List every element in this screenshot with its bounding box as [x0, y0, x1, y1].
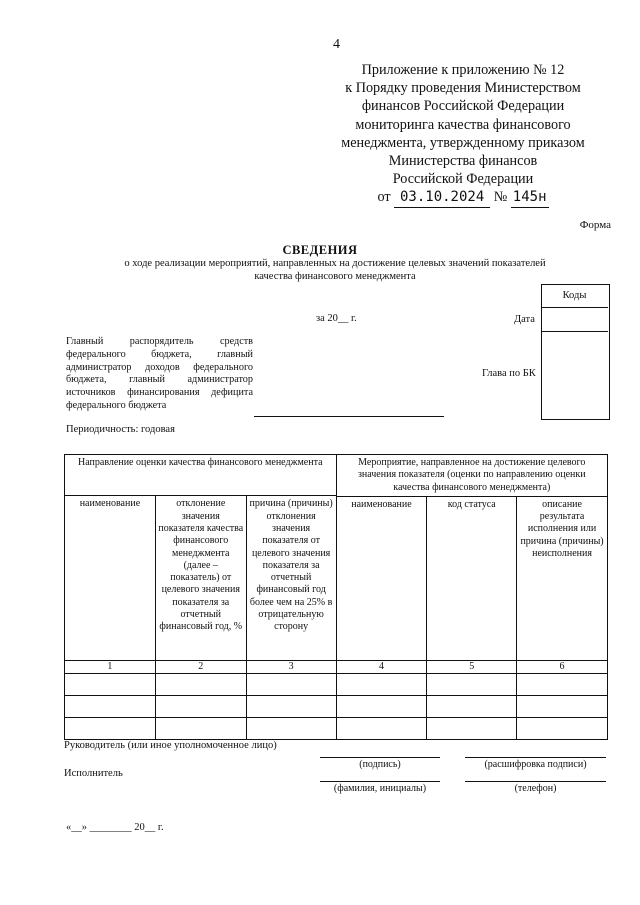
table-row [65, 718, 608, 740]
column-header: причина (причины) отклонения значения показателя от целевого значения показателя за отчетный финансовый год более чем на 25% в отрицательную сторону [246, 496, 336, 661]
table-row [65, 674, 608, 696]
table-cell[interactable] [65, 674, 156, 696]
table-cell[interactable] [65, 718, 156, 740]
distributor-line: бюджета, главный администратор [66, 374, 253, 386]
table-cell[interactable] [246, 696, 336, 718]
distributor-line: федерального бюджета, главный [66, 348, 253, 360]
distributor-line: администратор доходов федерального [66, 361, 253, 373]
table-cell[interactable] [336, 674, 427, 696]
sign-date: «__» ________ 20__ г. [66, 822, 164, 833]
executor-label: Исполнитель [64, 768, 123, 779]
column-number: 4 [336, 661, 427, 674]
codes-date-cell [541, 308, 608, 332]
column-number: 2 [155, 661, 246, 674]
signature-line[interactable] [320, 757, 440, 758]
distributor-label [66, 336, 253, 413]
table-number-row [65, 661, 608, 674]
appendix-line: Российской Федерации [392, 171, 534, 188]
name-line[interactable] [320, 781, 440, 782]
order-number-value: 145н [511, 188, 549, 207]
column-header: код статуса [427, 496, 517, 661]
appendix-line: Министерства финансов [388, 153, 538, 170]
form-label: Форма [579, 219, 611, 231]
column-number: 1 [65, 661, 156, 674]
appendix-line: менеджмента, утвержденному приказом [341, 134, 585, 151]
distributor-line: источников финансирования дефицита [66, 387, 253, 399]
table-cell[interactable] [427, 696, 517, 718]
table-row [65, 696, 608, 718]
table-cell[interactable] [65, 696, 156, 718]
decode-signature-line[interactable] [465, 757, 606, 758]
date-label: Дата [514, 314, 535, 325]
order-date-line [318, 188, 608, 207]
signature-caption: (подпись) [359, 759, 401, 770]
table-cell[interactable] [517, 674, 608, 696]
column-header: наименование [336, 496, 427, 661]
table-cell[interactable] [336, 718, 427, 740]
table-cell[interactable] [155, 696, 246, 718]
appendix-line: Приложение к приложению № 12 [361, 62, 565, 78]
glava-bk-label: Глава по БК [482, 368, 536, 379]
column-number: 3 [246, 661, 336, 674]
appendix-line: к Порядку проведения Министерством [345, 80, 581, 97]
name-caption: (фамилия, инициалы) [333, 783, 427, 794]
document-title: СВЕДЕНИЯ [282, 243, 358, 257]
phone-caption: (телефон) [514, 783, 557, 794]
order-number-sign: № [493, 189, 508, 206]
appendix-line: мониторинга качества финансового [355, 116, 571, 133]
table-header-row [65, 455, 608, 496]
order-date-value: 03.10.2024 [394, 188, 490, 207]
distributor-underline [254, 416, 444, 417]
head-label: Руководитель (или иное уполномоченное лицо) [64, 740, 277, 751]
phone-line[interactable] [465, 781, 606, 782]
page-number: 4 [333, 37, 340, 52]
distributor-line: Главный распорядитель средств [66, 336, 253, 347]
column-number: 5 [427, 661, 517, 674]
table-cell[interactable] [155, 718, 246, 740]
column-header: описание результата исполнения или причина (причины) неисполнения [517, 496, 608, 661]
appendix-header [318, 61, 608, 208]
periodicity: Периодичность: годовая [66, 424, 175, 435]
distributor-line: федерального бюджета [66, 399, 167, 411]
table-cell[interactable] [427, 674, 517, 696]
table-cell[interactable] [427, 718, 517, 740]
column-header: отклонение значения показателя качества финансового менеджмента (далее – показатель) от целевого значения показателя за отчетный финансовый год, % [155, 496, 246, 661]
table-cell[interactable] [246, 674, 336, 696]
column-header: наименование [65, 496, 156, 661]
report-period: за 20__ г. [316, 313, 357, 324]
table-cell[interactable] [517, 696, 608, 718]
document-subtitle: о ходе реализации мероприятий, направленных на достижение целевых значений показателей качества финансового менеджмента [124, 258, 546, 282]
report-table [64, 454, 608, 740]
table-cell[interactable] [246, 718, 336, 740]
decode-caption: (расшифровка подписи) [484, 759, 587, 770]
codes-header: Коды [541, 284, 608, 308]
order-date-prefix: от [377, 189, 391, 206]
table-cell[interactable] [517, 718, 608, 740]
table-cell[interactable] [155, 674, 246, 696]
group-header-measure: Мероприятие, направленное на достижение целевого значения показателя (оценки по направлению оценки качества финансового менеджмента) [336, 455, 607, 496]
group-header-direction: Направление оценки качества финансового менеджмента [65, 455, 337, 496]
column-number: 6 [517, 661, 608, 674]
table-cell[interactable] [336, 696, 427, 718]
appendix-line: финансов Российской Федерации [361, 98, 565, 115]
